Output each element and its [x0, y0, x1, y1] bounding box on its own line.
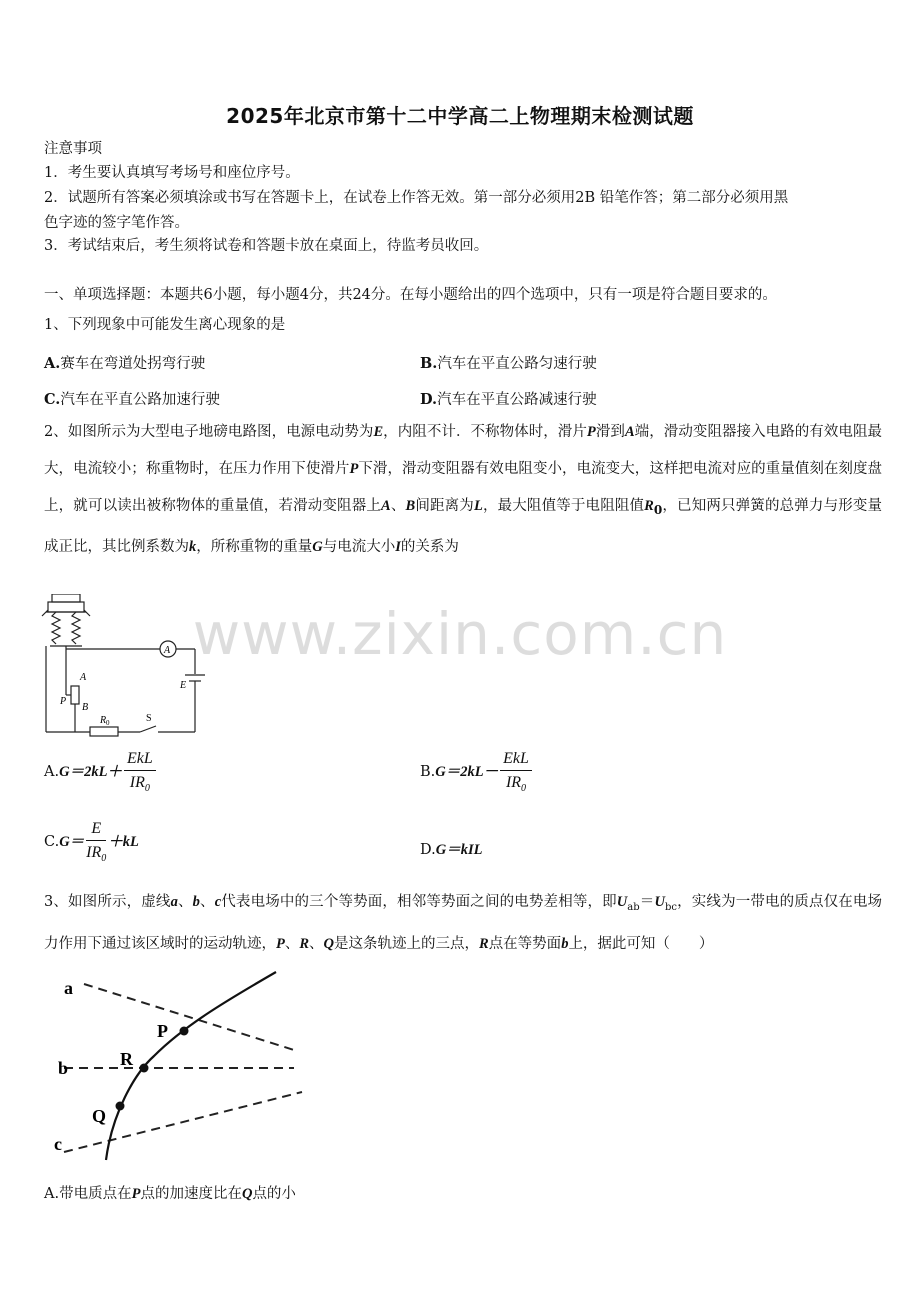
- q1-option-b-text: 汽车在平直公路匀速行驶: [437, 356, 597, 372]
- q2-option-b: B.G＝2kL－ $\frac{\text{EkL}}{IR_0}$: [420, 750, 534, 794]
- circuit-label-r0-sub: 0: [106, 719, 110, 727]
- equipotential-a: [84, 984, 294, 1050]
- label-a: a: [64, 978, 73, 998]
- q1-option-c: C.汽车在平直公路加速行驶: [44, 391, 220, 408]
- q2-option-b-fraction: $\frac{\text{EkL}}{IR_0}$: [500, 750, 532, 794]
- page-title: 2025年北京市第十二中学高二上物理期末检测试题: [226, 104, 694, 128]
- q1-option-c-text: 汽车在平直公路加速行驶: [60, 392, 220, 408]
- q1-stem: 1、下列现象中可能发生离心现象的是: [44, 317, 286, 333]
- q1-option-b: B.汽车在平直公路匀速行驶: [420, 355, 597, 372]
- circuit-label-p: P: [60, 696, 67, 707]
- point-p: [180, 1027, 189, 1036]
- label-p: P: [157, 1021, 168, 1041]
- notes-item-2-cont: 色字迹的签字笔作答。: [44, 215, 189, 231]
- q1-option-a: A.赛车在弯道处拐弯行驶: [44, 355, 206, 372]
- q2-option-a-fraction: $\frac{\text{EkL}}{IR_0}$: [124, 750, 156, 794]
- point-r: [140, 1064, 149, 1073]
- point-q: [116, 1102, 125, 1111]
- circuit-label-e: E: [180, 680, 187, 691]
- q3-equipotential-figure: [44, 964, 314, 1164]
- notes-heading: 注意事项: [44, 141, 102, 157]
- circuit-label-s: S: [146, 713, 152, 724]
- label-c: c: [54, 1134, 62, 1154]
- circuit-label-r0: R: [100, 715, 107, 726]
- circuit-label-b: B: [82, 702, 89, 713]
- label-q: Q: [92, 1106, 107, 1126]
- label-r: R: [120, 1049, 133, 1069]
- q3-stem: 3、如图所示，虚线a、b、c代表电场中的三个等势面，相邻等势面之间的电势差相等，即$U_{ab}=U_{bc}$，实线为一带电的质点仅在电场力作用下通过该区域时的运动轨迹，P、R、Q是这条轨迹上的三点，R点在等势面b上，据此可知（ ）: [44, 894, 883, 952]
- notes-item-1: 1．考生要认真填写考场号和座位序号。: [44, 165, 300, 181]
- q1-option-a-text: 赛车在弯道处拐弯行驶: [60, 356, 206, 372]
- notes-item-2: 2．试题所有答案必须填涂或书写在答题卡上，在试卷上作答无效。第一部分必须用2B 铅笔作答；第二部分必须用黑: [44, 190, 789, 206]
- circuit-label-a: A: [80, 672, 87, 683]
- section-heading: 一、单项选择题：本题共6小题，每小题4分，共24分。在每小题给出的四个选项中，只有一项是符合题目要求的。: [44, 287, 777, 303]
- q2-option-a: A.G＝2kL＋ $\frac{\text{EkL}}{IR_0}$: [44, 750, 158, 794]
- q2-option-c-fraction: $\frac{E}{IR_0}$: [86, 820, 107, 865]
- q2-stem: 2、如图所示为大型电子地磅电路图，电源电动势为E，内阻不计．不称物体时，滑片P滑到A端，滑动变阻器接入电路的有效电阻最大，电流较小；称重物时，在压力作用下使滑片P下滑，滑动变阻器有效电阻变小，电流变大，这样把电流对应的重量值刻在刻度盘上，就可以读出被称物体的重量值，若滑动变阻器上A、B间距离为L，最大阻值等于电阻阻值$R_0$，已知两只弹簧的总弹力与形变量成正比，其比例系数为k，所称重物的重量G与电流大小I的关系为: [44, 424, 883, 555]
- label-b: b: [58, 1058, 69, 1078]
- q2-option-d: D.G＝kIL: [420, 842, 483, 858]
- q1-option-d-text: 汽车在平直公路减速行驶: [437, 392, 597, 408]
- watermark: www.zixin.com.cn: [192, 600, 728, 668]
- notes-item-3: 3．考试结束后，考生须将试卷和答题卡放在桌面上，待监考员收回。: [44, 238, 489, 254]
- ammeter-label: A: [164, 645, 171, 656]
- q2-option-c: C.G＝ $\frac{E}{IR_0}$ ＋kL: [44, 820, 139, 865]
- q1-option-d: D.汽车在平直公路减速行驶: [420, 391, 597, 408]
- q3-option-a: A.带电质点在P点的加速度比在Q点的小: [44, 1186, 296, 1202]
